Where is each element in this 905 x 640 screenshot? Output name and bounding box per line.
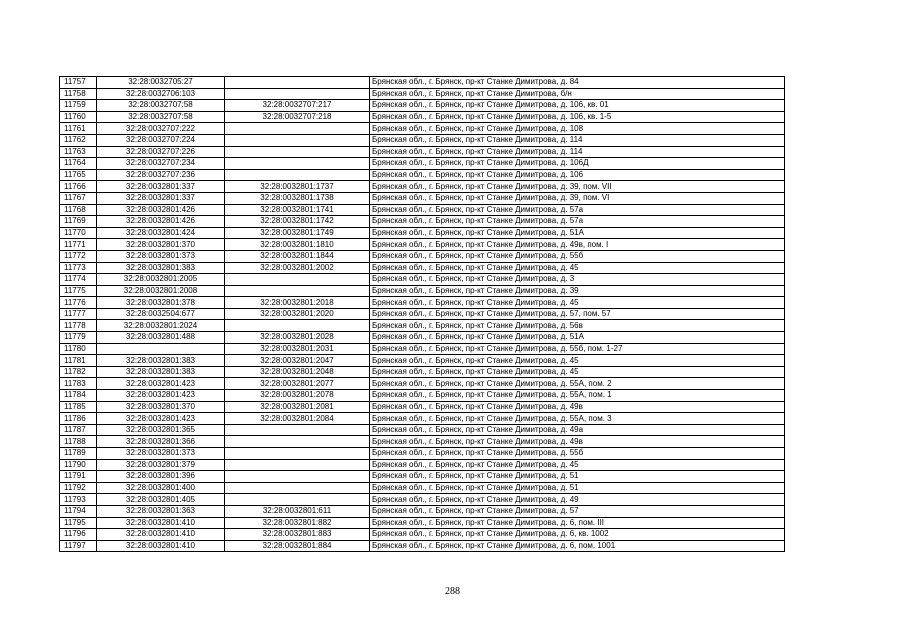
cadastral-number-cell: 32:28:0032801:373 [97, 448, 225, 460]
object-cadastral-number-cell: 32:28:0032801:2031 [225, 343, 370, 355]
object-cadastral-number-cell [225, 134, 370, 146]
table-row [60, 111, 785, 123]
row-number-cell: 11793 [60, 494, 97, 506]
table-row [60, 355, 785, 367]
address-cell: Брянская обл., г. Брянск, пр-кт Станке Димитрова, д. 49в [370, 401, 785, 413]
address-cell: Брянская обл., г. Брянск, пр-кт Станке Димитрова, д. 55б [370, 448, 785, 460]
row-number-cell: 11781 [60, 355, 97, 367]
cadastral-number-cell: 32:28:0032801:423 [97, 413, 225, 425]
object-cadastral-number-cell [225, 169, 370, 181]
object-cadastral-number-cell: 32:28:0032801:1741 [225, 204, 370, 216]
table-row [60, 320, 785, 332]
cadastral-number-cell: 32:28:0032801:396 [97, 471, 225, 483]
object-cadastral-number-cell [225, 158, 370, 170]
row-number-cell: 11785 [60, 401, 97, 413]
cadastral-number-cell: 32:28:0032801:363 [97, 505, 225, 517]
object-cadastral-number-cell [225, 494, 370, 506]
table-row [60, 77, 785, 89]
row-number-cell: 11776 [60, 297, 97, 309]
row-number-cell: 11762 [60, 134, 97, 146]
address-cell: Брянская обл., г. Брянск, пр-кт Станке Димитрова, д. 106, кв. 01 [370, 100, 785, 112]
object-cadastral-number-cell: 32:28:0032801:2078 [225, 390, 370, 402]
table-row [60, 158, 785, 170]
row-number-cell: 11765 [60, 169, 97, 181]
row-number-cell: 11766 [60, 181, 97, 193]
row-number-cell: 11789 [60, 448, 97, 460]
table-row [60, 227, 785, 239]
table-row [60, 505, 785, 517]
object-cadastral-number-cell [225, 77, 370, 89]
row-number-cell: 11764 [60, 158, 97, 170]
object-cadastral-number-cell: 32:28:0032801:1737 [225, 181, 370, 193]
object-cadastral-number-cell: 32:28:0032801:883 [225, 529, 370, 541]
cadastral-number-cell: 32:28:0032801:426 [97, 204, 225, 216]
table-row [60, 274, 785, 286]
row-number-cell: 11757 [60, 77, 97, 89]
table-row [60, 448, 785, 460]
address-cell: Брянская обл., г. Брянск, пр-кт Станке Димитрова, д. 49в [370, 436, 785, 448]
address-cell: Брянская обл., г. Брянск, пр-кт Станке Димитрова, д. 6, кв. 1002 [370, 529, 785, 541]
address-cell: Брянская обл., г. Брянск, пр-кт Станке Димитрова, д. 3 [370, 274, 785, 286]
cadastral-number-cell: 32:28:0032707:58 [97, 100, 225, 112]
address-cell: Брянская обл., г. Брянск, пр-кт Станке Димитрова, д. 45 [370, 459, 785, 471]
cadastral-number-cell: 32:28:0032801:379 [97, 459, 225, 471]
object-cadastral-number-cell [225, 274, 370, 286]
address-cell: Брянская обл., г. Брянск, пр-кт Станке Димитрова, д. 45 [370, 355, 785, 367]
object-cadastral-number-cell: 32:28:0032801:2018 [225, 297, 370, 309]
cadastral-number-cell: 32:28:0032504:677 [97, 308, 225, 320]
address-cell: Брянская обл., г. Брянск, пр-кт Станке Димитрова, д. 49а [370, 424, 785, 436]
cadastral-number-cell: 32:28:0032801:383 [97, 355, 225, 367]
object-cadastral-number-cell [225, 424, 370, 436]
address-cell: Брянская обл., г. Брянск, пр-кт Станке Димитрова, д. 51 [370, 471, 785, 483]
table-row [60, 134, 785, 146]
object-cadastral-number-cell: 32:28:0032801:2048 [225, 366, 370, 378]
object-cadastral-number-cell [225, 123, 370, 135]
address-cell: Брянская обл., г. Брянск, пр-кт Станке Димитрова, д. 55б [370, 250, 785, 262]
row-number-cell: 11773 [60, 262, 97, 274]
address-cell: Брянская обл., г. Брянск, пр-кт Станке Димитрова, д. 51А [370, 332, 785, 344]
object-cadastral-number-cell: 32:28:0032801:882 [225, 517, 370, 529]
object-cadastral-number-cell: 32:28:0032801:611 [225, 505, 370, 517]
object-cadastral-number-cell: 32:28:0032801:1742 [225, 216, 370, 228]
address-cell: Брянская обл., г. Брянск, пр-кт Станке Димитрова, д. 114 [370, 134, 785, 146]
row-number-cell: 11778 [60, 320, 97, 332]
object-cadastral-number-cell: 32:28:0032801:1810 [225, 239, 370, 251]
object-cadastral-number-cell [225, 436, 370, 448]
address-cell: Брянская обл., г. Брянск, пр-кт Станке Димитрова, д. 55А, пом. 3 [370, 413, 785, 425]
cadastral-number-cell: 32:28:0032801:410 [97, 529, 225, 541]
object-cadastral-number-cell [225, 88, 370, 100]
object-cadastral-number-cell [225, 448, 370, 460]
address-cell: Брянская обл., г. Брянск, пр-кт Станке Димитрова, д. 57 [370, 505, 785, 517]
cadastral-number-cell: 32:28:0032707:224 [97, 134, 225, 146]
cadastral-number-cell: 32:28:0032801:424 [97, 227, 225, 239]
address-cell: Брянская обл., г. Брянск, пр-кт Станке Димитрова, д. 39 [370, 285, 785, 297]
address-cell: Брянская обл., г. Брянск, пр-кт Станке Димитрова, д. 84 [370, 77, 785, 89]
table-row [60, 100, 785, 112]
address-cell: Брянская обл., г. Брянск, пр-кт Станке Димитрова, д. 106, кв. 1-5 [370, 111, 785, 123]
row-number-cell: 11761 [60, 123, 97, 135]
table-row [60, 285, 785, 297]
table-row [60, 262, 785, 274]
cadastral-number-cell: 32:28:0032707:236 [97, 169, 225, 181]
address-cell: Брянская обл., г. Брянск, пр-кт Станке Димитрова, д. 57а [370, 216, 785, 228]
cadastral-number-cell: 32:28:0032707:234 [97, 158, 225, 170]
table-row [60, 297, 785, 309]
object-cadastral-number-cell [225, 482, 370, 494]
address-cell: Брянская обл., г. Брянск, пр-кт Станке Димитрова, д. 56в [370, 320, 785, 332]
row-number-cell: 11782 [60, 366, 97, 378]
object-cadastral-number-cell: 32:28:0032801:2002 [225, 262, 370, 274]
row-number-cell: 11758 [60, 88, 97, 100]
row-number-cell: 11774 [60, 274, 97, 286]
object-cadastral-number-cell [225, 320, 370, 332]
object-cadastral-number-cell [225, 471, 370, 483]
cadastral-number-cell: 32:28:0032801:383 [97, 366, 225, 378]
object-cadastral-number-cell: 32:28:0032801:2081 [225, 401, 370, 413]
object-cadastral-number-cell [225, 146, 370, 158]
row-number-cell: 11787 [60, 424, 97, 436]
table-row [60, 540, 785, 552]
table-row [60, 332, 785, 344]
cadastral-number-cell: 32:28:0032801:2008 [97, 285, 225, 297]
address-cell: Брянская обл., г. Брянск, пр-кт Станке Димитрова, д. 55А, пом. 1 [370, 390, 785, 402]
row-number-cell: 11759 [60, 100, 97, 112]
object-cadastral-number-cell: 32:28:0032801:2020 [225, 308, 370, 320]
row-number-cell: 11770 [60, 227, 97, 239]
object-cadastral-number-cell: 32:28:0032707:218 [225, 111, 370, 123]
object-cadastral-number-cell [225, 285, 370, 297]
address-cell: Брянская обл., г. Брянск, пр-кт Станке Димитрова, д. 51 [370, 482, 785, 494]
object-cadastral-number-cell: 32:28:0032801:2077 [225, 378, 370, 390]
row-number-cell: 11777 [60, 308, 97, 320]
object-cadastral-number-cell: 32:28:0032801:2084 [225, 413, 370, 425]
table-row [60, 436, 785, 448]
cadastral-number-cell: 32:28:0032801:405 [97, 494, 225, 506]
address-cell: Брянская обл., г. Брянск, пр-кт Станке Димитрова, д. 6, пом. 1001 [370, 540, 785, 552]
cadastral-number-cell: 32:28:0032801:366 [97, 436, 225, 448]
table-row [60, 123, 785, 135]
object-cadastral-number-cell: 32:28:0032801:884 [225, 540, 370, 552]
table-row [60, 378, 785, 390]
table-row [60, 308, 785, 320]
row-number-cell: 11786 [60, 413, 97, 425]
row-number-cell: 11792 [60, 482, 97, 494]
address-cell: Брянская обл., г. Брянск, пр-кт Станке Димитрова, д. 55А, пом. 2 [370, 378, 785, 390]
address-cell: Брянская обл., г. Брянск, пр-кт Станке Димитрова, б/н [370, 88, 785, 100]
table-row [60, 216, 785, 228]
address-cell: Брянская обл., г. Брянск, пр-кт Станке Димитрова, д. 114 [370, 146, 785, 158]
cadastral-number-cell: 32:28:0032801:410 [97, 517, 225, 529]
cadastral-number-cell: 32:28:0032801:2005 [97, 274, 225, 286]
table-row [60, 250, 785, 262]
address-cell: Брянская обл., г. Брянск, пр-кт Станке Димитрова, д. 51А [370, 227, 785, 239]
object-cadastral-number-cell: 32:28:0032801:2047 [225, 355, 370, 367]
address-cell: Брянская обл., г. Брянск, пр-кт Станке Димитрова, д. 45 [370, 366, 785, 378]
table-row [60, 529, 785, 541]
table-row [60, 390, 785, 402]
row-number-cell: 11788 [60, 436, 97, 448]
cadastral-number-cell: 32:28:0032801:337 [97, 181, 225, 193]
cadastral-number-cell: 32:28:0032801:383 [97, 262, 225, 274]
cadastral-number-cell: 32:28:0032801:2024 [97, 320, 225, 332]
row-number-cell: 11779 [60, 332, 97, 344]
address-cell: Брянская обл., г. Брянск, пр-кт Станке Димитрова, д. 57, пом. 57 [370, 308, 785, 320]
table-row [60, 239, 785, 251]
cadastral-number-cell: 32:28:0032801:423 [97, 378, 225, 390]
cadastral-number-cell: 32:28:0032801:370 [97, 239, 225, 251]
table-row [60, 494, 785, 506]
row-number-cell: 11790 [60, 459, 97, 471]
cadastral-number-cell: 32:28:0032801:400 [97, 482, 225, 494]
object-cadastral-number-cell [225, 459, 370, 471]
address-cell: Брянская обл., г. Брянск, пр-кт Станке Димитрова, д. 49в, пом. I [370, 239, 785, 251]
address-cell: Брянская обл., г. Брянск, пр-кт Станке Димитрова, д. 57а [370, 204, 785, 216]
table-row [60, 343, 785, 355]
table-row [60, 181, 785, 193]
row-number-cell: 11767 [60, 192, 97, 204]
cadastral-number-cell [97, 343, 225, 355]
cadastral-number-cell: 32:28:0032801:365 [97, 424, 225, 436]
cadastral-number-cell: 32:28:0032801:423 [97, 390, 225, 402]
row-number-cell: 11771 [60, 239, 97, 251]
row-number-cell: 11780 [60, 343, 97, 355]
table-row [60, 204, 785, 216]
row-number-cell: 11775 [60, 285, 97, 297]
address-cell: Брянская обл., г. Брянск, пр-кт Станке Димитрова, д. 106Д [370, 158, 785, 170]
cadastral-number-cell: 32:28:0032707:226 [97, 146, 225, 158]
table-row [60, 366, 785, 378]
object-cadastral-number-cell: 32:28:0032801:1738 [225, 192, 370, 204]
table-row [60, 192, 785, 204]
cadastral-number-cell: 32:28:0032801:488 [97, 332, 225, 344]
row-number-cell: 11772 [60, 250, 97, 262]
row-number-cell: 11784 [60, 390, 97, 402]
address-cell: Брянская обл., г. Брянск, пр-кт Станке Димитрова, д. 45 [370, 297, 785, 309]
page-number: 288 [445, 586, 460, 597]
cadastral-number-cell: 32:28:0032801:378 [97, 297, 225, 309]
address-cell: Брянская обл., г. Брянск, пр-кт Станке Димитрова, д. 45 [370, 262, 785, 274]
table-row [60, 169, 785, 181]
table-row [60, 517, 785, 529]
row-number-cell: 11791 [60, 471, 97, 483]
row-number-cell: 11794 [60, 505, 97, 517]
object-cadastral-number-cell: 32:28:0032801:2028 [225, 332, 370, 344]
object-cadastral-number-cell: 32:28:0032707:217 [225, 100, 370, 112]
object-cadastral-number-cell: 32:28:0032801:1844 [225, 250, 370, 262]
table-row [60, 413, 785, 425]
cadastral-number-cell: 32:28:0032801:410 [97, 540, 225, 552]
cadastral-number-cell: 32:28:0032707:222 [97, 123, 225, 135]
cadastral-number-cell: 32:28:0032801:373 [97, 250, 225, 262]
address-cell: Брянская обл., г. Брянск, пр-кт Станке Димитрова, д. 39, пом. VI [370, 192, 785, 204]
address-cell: Брянская обл., г. Брянск, пр-кт Станке Димитрова, д. 55б, пом. 1-27 [370, 343, 785, 355]
address-cell: Брянская обл., г. Брянск, пр-кт Станке Димитрова, д. 106 [370, 169, 785, 181]
row-number-cell: 11768 [60, 204, 97, 216]
row-number-cell: 11796 [60, 529, 97, 541]
registry-table-body [60, 77, 785, 552]
table-row [60, 459, 785, 471]
address-cell: Брянская обл., г. Брянск, пр-кт Станке Димитрова, д. 39, пом. VII [370, 181, 785, 193]
address-cell: Брянская обл., г. Брянск, пр-кт Станке Димитрова, д. 6, пом. III [370, 517, 785, 529]
address-cell: Брянская обл., г. Брянск, пр-кт Станке Димитрова, д. 49 [370, 494, 785, 506]
table-row [60, 401, 785, 413]
table-row [60, 424, 785, 436]
cadastral-number-cell: 32:28:0032705:27 [97, 77, 225, 89]
cadastral-number-cell: 32:28:0032707:58 [97, 111, 225, 123]
cadastral-number-cell: 32:28:0032706:103 [97, 88, 225, 100]
cadastral-number-cell: 32:28:0032801:426 [97, 216, 225, 228]
table-row [60, 471, 785, 483]
table-row [60, 482, 785, 494]
row-number-cell: 11795 [60, 517, 97, 529]
cadastral-number-cell: 32:28:0032801:370 [97, 401, 225, 413]
cadastral-number-cell: 32:28:0032801:337 [97, 192, 225, 204]
table-row [60, 146, 785, 158]
row-number-cell: 11783 [60, 378, 97, 390]
row-number-cell: 11763 [60, 146, 97, 158]
row-number-cell: 11769 [60, 216, 97, 228]
row-number-cell: 11797 [60, 540, 97, 552]
row-number-cell: 11760 [60, 111, 97, 123]
table-row [60, 88, 785, 100]
address-cell: Брянская обл., г. Брянск, пр-кт Станке Димитрова, д. 108 [370, 123, 785, 135]
object-cadastral-number-cell: 32:28:0032801:1749 [225, 227, 370, 239]
registry-table [59, 76, 785, 552]
